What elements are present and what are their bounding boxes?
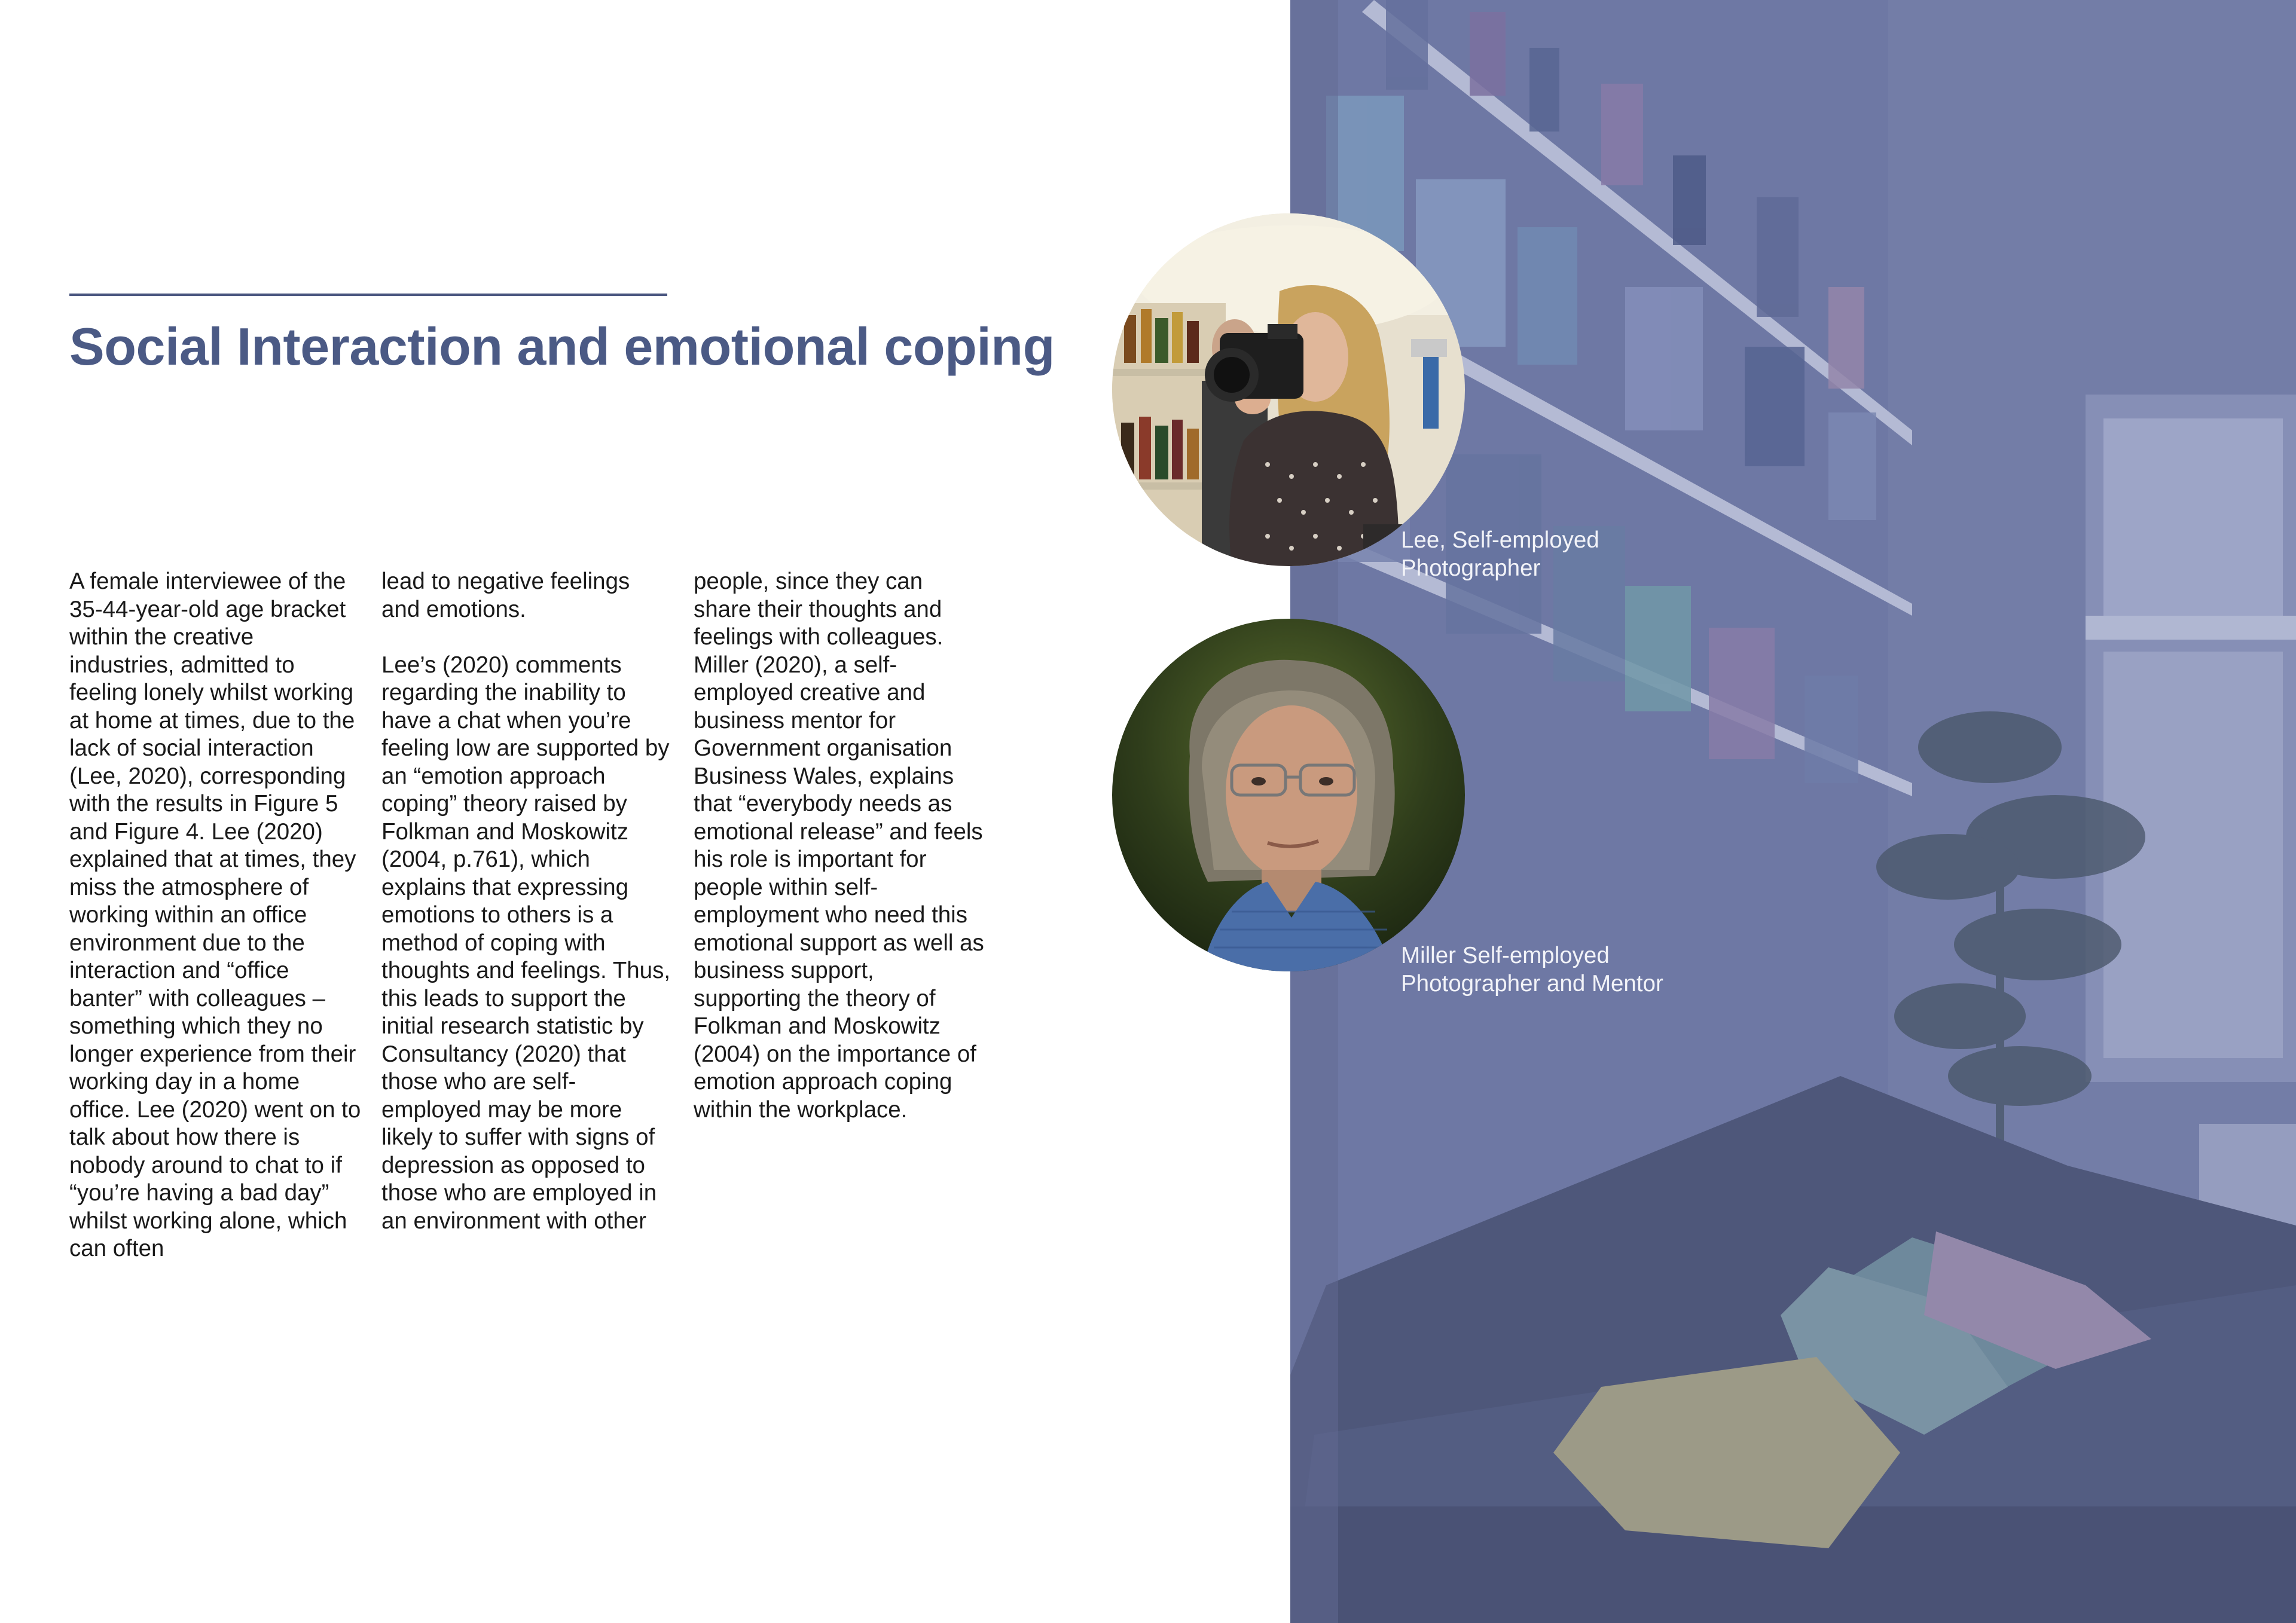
portrait-miller — [1112, 619, 1465, 971]
paragraph: Lee’s (2020) comments regarding the inability to have a chat when you’re feeling low are supported by an “emotion approach coping” theory raised by Folkman and Moskowitz (2004, p.761), which explains that expressing emotions to others is a method of coping with thoughts and feelings. Thus, this leads to support the initial research statistic by Consultancy (2020) that those who are self-employed may be more likely to suffer with signs of depression as opposed to those who are employed in an environment with other — [381, 652, 671, 1234]
mentor-portrait-image — [1112, 619, 1465, 971]
paragraph: people, since they can share their thoughts and feelings with colleagues. Miller (2020), a self-employed creative and business mentor for Government organisation Business Wales, explains that “everybody needs as emotional release” and feels his role is important for people within self-employment who need this emotional support as well as business support, supporting the theory of Folkman and Moskowitz (2004) on the importance of emotion approach coping within the workplace. — [694, 568, 984, 1123]
text-column-1 — [69, 568, 362, 1263]
caption-line: Photographer — [1401, 555, 1541, 581]
page-heading: Social Interaction and emotional coping — [69, 317, 1055, 376]
caption-line: Miller Self-employed — [1401, 943, 1610, 968]
heading-rule — [69, 294, 667, 296]
paragraph: lead to negative feelings and emotions. — [381, 568, 630, 622]
text-column-2 — [381, 568, 674, 1235]
text-column-3 — [694, 568, 987, 1124]
portrait-lee — [1112, 213, 1465, 566]
caption-line: Lee, Self-employed — [1401, 527, 1599, 553]
caption-miller — [1401, 942, 1760, 998]
paragraph: A female interviewee of the 35-44-year-old age bracket within the creative industries, admitted to feeling lonely whilst working at home at times, due to the lack of social interaction (Lee, 2020), corresponding with the results in Figure 5 and Figure 4. Lee (2020) explained that at times, they miss the atmosphere of working within an office environment due to the interaction and “office banter” with colleagues – something which they no longer experience from their working day in a home office. Lee (2020) went on to talk about how there is nobody around to chat to if “you’re having a bad day” whilst working alone, which can often — [69, 568, 361, 1261]
caption-line: Photographer and Mentor — [1401, 971, 1663, 997]
caption-lee — [1401, 526, 1760, 582]
photographer-portrait-image — [1112, 213, 1465, 566]
